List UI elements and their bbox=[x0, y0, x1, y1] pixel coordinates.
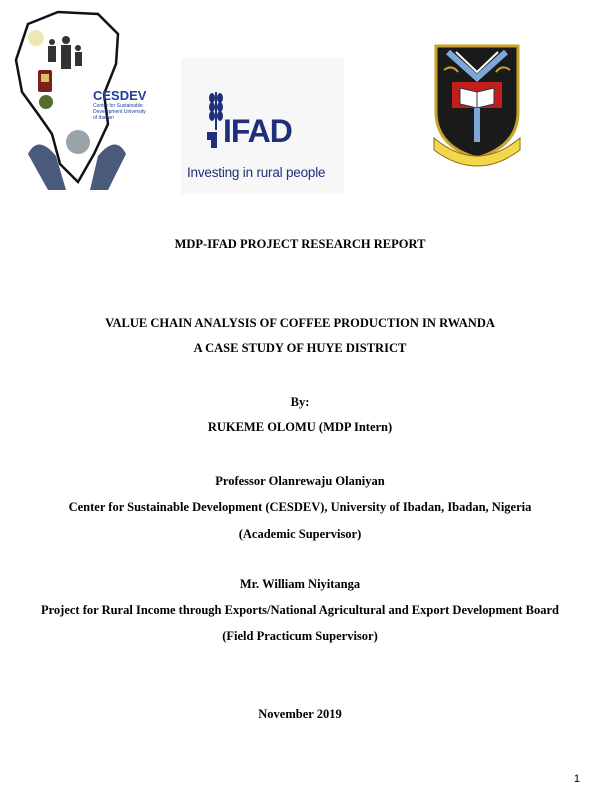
report-date: November 2019 bbox=[258, 707, 342, 721]
ifad-tagline: Investing in rural people bbox=[187, 165, 326, 180]
field-supervisor-affiliation: Project for Rural Income through Exports/National Agricultural and Export Development Board bbox=[40, 603, 560, 617]
author-name: RUKEME OLOMU (MDP Intern) bbox=[207, 420, 393, 434]
report-title-line2: A CASE STUDY OF HUYE DISTRICT bbox=[193, 341, 407, 355]
field-supervisor-role: (Field Practicum Supervisor) bbox=[222, 629, 378, 643]
report-title-line1: VALUE CHAIN ANALYSIS OF COFFEE PRODUCTION IN RWANDA bbox=[105, 316, 495, 330]
academic-supervisor-affiliation: Center for Sustainable Development (CESDEV), University of Ibadan, Ibadan, Nigeria bbox=[68, 500, 532, 514]
cesdev-logo bbox=[8, 4, 148, 200]
page-number: 1 bbox=[573, 773, 580, 785]
field-supervisor-name: Mr. William Niyitanga bbox=[239, 577, 361, 591]
ifad-name: IFAD bbox=[223, 113, 292, 149]
university-crest bbox=[430, 42, 524, 170]
cesdev-name: CESDEV bbox=[93, 88, 147, 103]
academic-supervisor-role: (Academic Supervisor) bbox=[238, 527, 362, 541]
crest-icon bbox=[430, 42, 524, 170]
cesdev-subtitle: Centre for Sustainable Development University of Ibadan bbox=[93, 103, 146, 121]
ifad-logo bbox=[181, 58, 344, 194]
by-label: By: bbox=[290, 395, 310, 409]
academic-supervisor-name: Professor Olanrewaju Olaniyan bbox=[215, 474, 385, 488]
report-series-title: MDP-IFAD PROJECT RESEARCH REPORT bbox=[174, 237, 426, 251]
